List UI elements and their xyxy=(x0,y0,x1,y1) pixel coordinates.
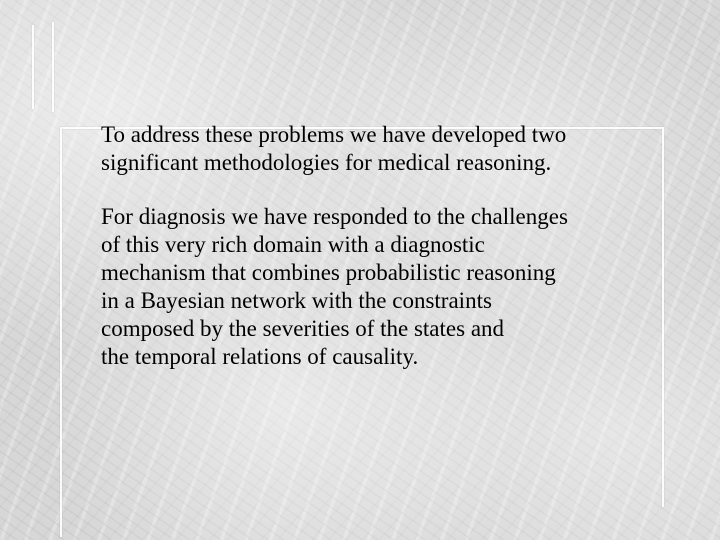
frame-line-left-short-b xyxy=(52,22,54,112)
frame-line-left-long xyxy=(60,127,62,537)
frame-line-left-short-a xyxy=(32,25,34,109)
slide-body xyxy=(101,121,701,371)
paragraph-diagnosis: For diagnosis we have responded to the challenges of this very rich domain with a diagnostic mechanism that combines probabilistic reasoning in a Bayesian network with the constraints composed by the severities of the states and the temporal relations of causality. xyxy=(101,204,568,369)
paragraph-problems: To address these problems we have developed two significant methodologies for medical reasoning. xyxy=(101,122,567,175)
